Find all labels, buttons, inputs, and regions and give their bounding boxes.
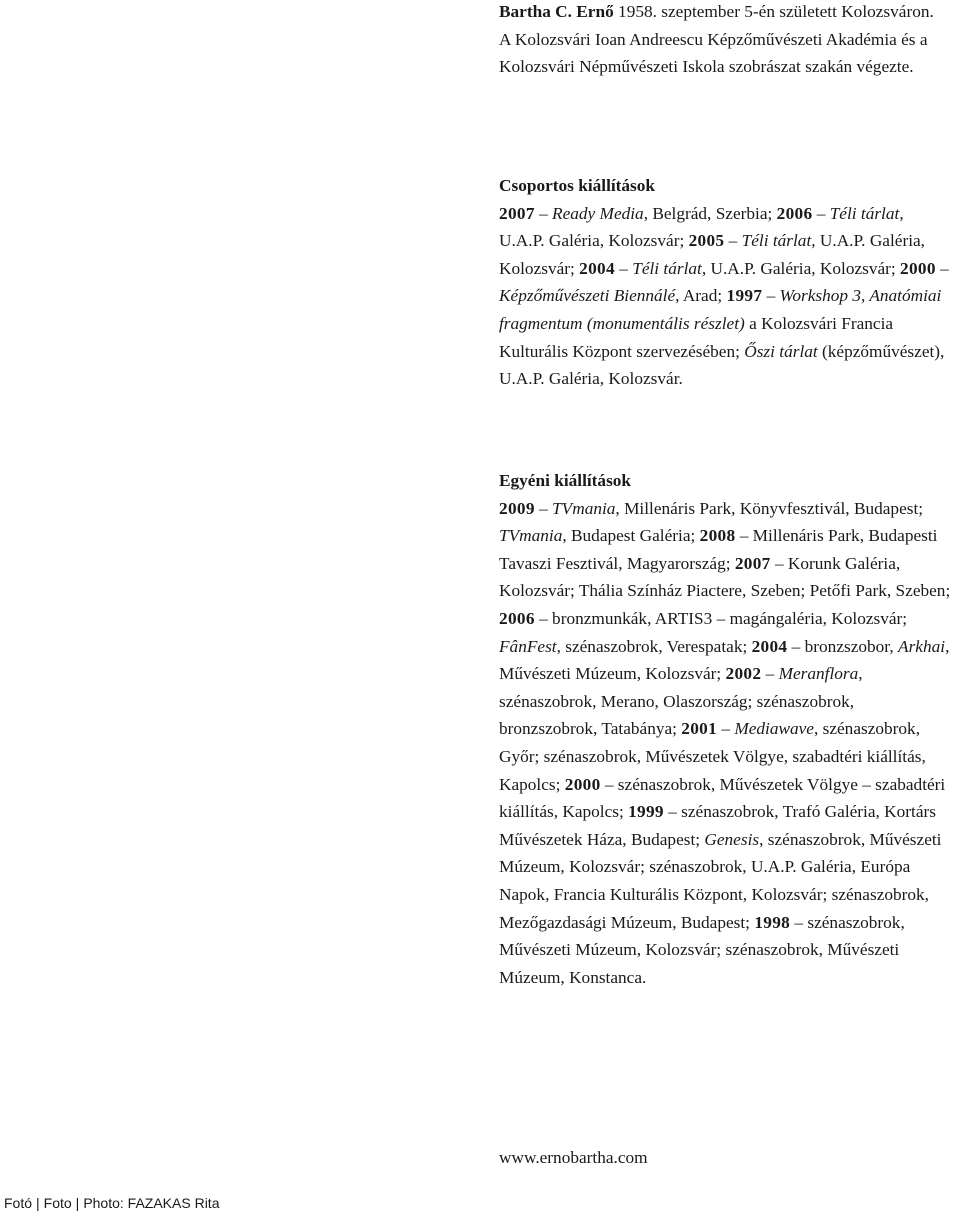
group-exhibitions-section — [499, 172, 951, 393]
exhibition-year: 2000 — [900, 258, 936, 278]
exhibition-details: , Művészeti Múzeum, Kolozsvár; — [499, 636, 950, 684]
exhibition-year: 2001 — [681, 719, 718, 739]
exhibition-details: , szénaszobrok, Művészeti Múzeum, Kolozsvár; szénaszobrok, U.A.P. Galéria, Európa Napok, Francia Kulturális Központ, Kolozsvár; szénaszobrok, Mezőgazdasági Múzeum, Budapest; — [499, 829, 942, 932]
exhibition-year: 2005 — [688, 231, 725, 251]
artist-name: Bartha C. Ernő — [499, 2, 614, 21]
exhibition-details: , Millenáris Park, Könyvfesztivál, Budapest; — [615, 498, 924, 518]
exhibition-details: , szénaszobrok, Merano, Olaszország; szénaszobrok, bronzszobrok, Tatabánya; — [499, 664, 863, 739]
exhibition-title: Mediawave — [734, 719, 814, 739]
exhibition-details: (képzőművészet), U.A.P. Galéria, Kolozsvár. — [499, 341, 945, 389]
exhibition-title: Őszi tárlat — [744, 341, 818, 361]
exhibition-details: – — [724, 231, 742, 251]
exhibition-details: – — [614, 258, 633, 278]
exhibition-title: Téli tárlat — [741, 231, 812, 251]
exhibition-details: – Millenáris Park, Budapesti Tavaszi Fesztivál, Magyarország; — [499, 526, 938, 573]
exhibition-year: 2004 — [751, 636, 788, 656]
exhibition-details: – szénaszobrok, Trafó Galéria, Kortárs Művészetek Háza, Budapest; — [499, 802, 936, 849]
exhibition-details: – — [935, 258, 949, 278]
credit-label-hungarian: Fotó — [4, 1195, 33, 1211]
exhibition-title: Workshop 3, Anatómiai fragmentum (monumentális részlet) — [499, 286, 942, 333]
exhibition-title: Ready Media — [552, 203, 644, 223]
exhibition-details: , Arad; — [675, 286, 727, 306]
exhibition-title: TVmania — [499, 526, 563, 546]
biography-intro — [499, 0, 951, 26]
exhibition-details: , Budapest Galéria; — [562, 526, 700, 546]
exhibition-details: – szénaszobrok, Művészetek Völgye – szabadtéri kiállítás, Kapolcs; — [499, 774, 946, 822]
credit-separator: | — [75, 1195, 80, 1211]
solo-exhibitions-heading: Egyéni kiállítások — [499, 471, 632, 490]
credit-photographer: Photo: FAZAKAS Rita — [83, 1195, 220, 1211]
exhibition-title: Képzőművészeti Biennálé — [499, 286, 676, 306]
exhibition-details: , Belgrád, Szerbia; — [643, 203, 777, 223]
group-exhibitions-heading: Csoportos kiállítások — [499, 176, 656, 195]
solo-exhibitions-section — [499, 467, 951, 991]
exhibition-year: 2006 — [499, 608, 535, 628]
solo-exhibitions-list — [499, 495, 951, 992]
exhibition-year: 2009 — [499, 498, 535, 518]
photo-credit — [4, 1193, 219, 1213]
exhibition-year: 2007 — [499, 203, 535, 223]
credit-separator: | — [36, 1195, 40, 1211]
exhibition-year: 2000 — [564, 774, 601, 794]
exhibition-title: Téli tárlat — [829, 203, 900, 223]
exhibition-details: – — [812, 203, 830, 223]
exhibition-details: – — [761, 664, 779, 684]
exhibition-year: 2008 — [699, 526, 736, 546]
exhibition-year: 2006 — [776, 203, 813, 223]
exhibition-title: TVmania — [552, 498, 616, 518]
birth-info: 1958. szeptember 5-én született Kolozsváron. — [613, 2, 934, 21]
exhibition-year: 1999 — [628, 802, 664, 822]
exhibition-year: 2002 — [725, 664, 762, 684]
exhibition-details: – — [717, 719, 735, 739]
exhibition-details: – szénaszobrok, Művészeti Múzeum, Kolozsvár; szénaszobrok, Művészeti Múzeum, Konstanca. — [499, 912, 905, 987]
exhibition-details: – bronzmunkák, ARTIS3 – magángaléria, Kolozsvár; — [534, 608, 908, 628]
exhibition-details: , szénaszobrok, Győr; szénaszobrok, Művészetek Völgye, szabadtéri kiállítás, Kapolcs; — [499, 719, 926, 794]
exhibition-details: – Korunk Galéria, Kolozsvár; Thália Színház Piactere, Szeben; Petőfi Park, Szeben; — [499, 553, 951, 601]
website-link[interactable]: www.ernobartha.com — [499, 1148, 648, 1167]
exhibition-title: Genesis — [704, 829, 760, 849]
exhibition-title: FânFest — [499, 636, 557, 656]
exhibition-details: , U.A.P. Galéria, Kolozsvár; — [499, 231, 925, 278]
exhibition-details: , szénaszobrok, Verespatak; — [556, 636, 752, 656]
education-info: A Kolozsvári Ioan Andreescu Képzőművészeti Akadémia és a Kolozsvári Népművészeti Iskola szobrászat szakán végezte. — [499, 29, 928, 77]
exhibition-details: a Kolozsvári Francia Kulturális Központ szervezésében; — [499, 313, 894, 361]
exhibition-details: , U.A.P. Galéria, Kolozsvár; — [701, 258, 901, 278]
exhibition-details: – bronzszobor, — [787, 636, 899, 656]
exhibition-year: 2004 — [579, 258, 615, 278]
group-exhibitions-list — [499, 200, 951, 393]
exhibition-details: , U.A.P. Galéria, Kolozsvár; — [499, 203, 904, 251]
exhibition-title: Meranflora — [778, 664, 859, 684]
exhibition-year: 2007 — [734, 553, 771, 573]
exhibition-title: Arkhai — [898, 636, 946, 656]
exhibition-details: – — [762, 286, 780, 306]
exhibition-details: – — [534, 203, 553, 223]
biography — [499, 0, 951, 81]
exhibition-details: – — [534, 498, 553, 518]
exhibition-title: Téli tárlat — [632, 258, 702, 278]
exhibition-year: 1997 — [726, 286, 763, 306]
exhibition-year: 1998 — [754, 912, 791, 932]
credit-label-romanian: Foto — [43, 1195, 72, 1211]
